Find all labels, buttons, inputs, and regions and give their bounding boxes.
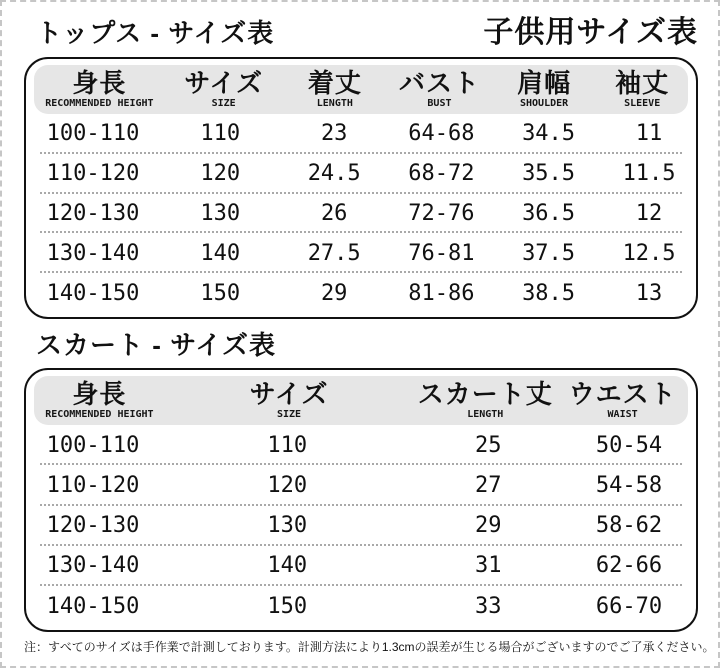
column-header	[165, 67, 283, 110]
column-header-sublabel: BUST	[427, 98, 452, 110]
column-header-sublabel: SLEEVE	[624, 98, 661, 110]
table-cell: 72-76	[408, 200, 475, 226]
column-header-sublabel: LENGTH	[316, 98, 353, 110]
column-header-sublabel: RECOMMENDED HEIGHT	[45, 98, 154, 110]
column-header-label: バスト	[398, 67, 480, 98]
table-cell: 150	[267, 593, 308, 619]
table-cell: 23	[320, 121, 348, 147]
table-cell: 130	[267, 513, 308, 539]
column-header	[413, 378, 557, 421]
table-cell: 66-70	[595, 593, 663, 619]
table-cell: 36.5	[522, 200, 576, 226]
table-cell: 110	[267, 432, 308, 458]
table-cell: 38.5	[522, 280, 576, 306]
column-header	[165, 378, 414, 421]
table-cell: 24.5	[307, 161, 361, 187]
table-cell: 130	[200, 200, 241, 226]
table-cell: 81-86	[408, 280, 475, 306]
table-cell: 120	[200, 161, 241, 187]
table-cell: 100-110	[46, 121, 140, 147]
table-cell: 11	[635, 121, 663, 147]
skirt-size-table	[24, 368, 698, 632]
column-header	[557, 378, 688, 421]
column-header	[34, 378, 165, 421]
table-cell: 50-54	[595, 432, 663, 458]
table-cell: 27.5	[307, 240, 361, 266]
table-cell: 110-120	[46, 161, 140, 187]
table-cell: 27	[475, 472, 502, 498]
column-header-label: 身長	[72, 378, 127, 409]
tops-section-title: トップス - サイズ表	[36, 17, 275, 48]
table-cell: 29	[320, 280, 348, 306]
column-header-sublabel: WAIST	[607, 409, 638, 421]
table-row	[26, 586, 696, 626]
table-cell: 130-140	[46, 240, 140, 266]
column-header-sublabel: SIZE	[277, 409, 302, 421]
column-header-sublabel: SHOULDER	[519, 98, 569, 110]
table-body	[26, 425, 696, 630]
table-cell: 35.5	[522, 161, 576, 187]
table-cell: 13	[635, 280, 663, 306]
table-cell: 33	[475, 593, 502, 619]
column-header-label: サイズ	[184, 67, 264, 98]
column-header	[34, 67, 165, 110]
column-header-sublabel: RECOMMENDED HEIGHT	[45, 409, 154, 421]
table-cell: 26	[320, 200, 348, 226]
column-header	[387, 67, 492, 110]
table-row	[26, 194, 696, 234]
table-cell: 12	[635, 200, 663, 226]
title-bar	[36, 16, 698, 49]
table-cell: 31	[475, 553, 502, 579]
table-cell: 110-120	[46, 472, 140, 498]
column-header-label: スカート丈	[417, 378, 553, 409]
table-header-band	[34, 65, 688, 114]
column-header-label: サイズ	[249, 378, 329, 409]
table-cell: 11.5	[622, 161, 676, 187]
tops-size-table	[24, 57, 698, 319]
table-cell: 140	[267, 553, 308, 579]
page-title: 子供用サイズ表	[483, 16, 698, 49]
table-cell: 150	[200, 280, 241, 306]
table-header-band	[34, 376, 688, 425]
table-row	[26, 273, 696, 313]
table-cell: 12.5	[622, 240, 676, 266]
table-cell: 58-62	[595, 513, 663, 539]
column-header	[283, 67, 388, 110]
table-row	[26, 114, 696, 154]
table-cell: 76-81	[408, 240, 475, 266]
column-header	[492, 67, 597, 110]
table-cell: 34.5	[522, 121, 576, 147]
table-cell: 68-72	[408, 161, 475, 187]
table-row	[26, 233, 696, 273]
table-cell: 130-140	[46, 553, 140, 579]
table-cell: 140	[200, 240, 241, 266]
table-cell: 120-130	[46, 513, 140, 539]
table-cell: 25	[475, 432, 502, 458]
table-row	[26, 154, 696, 194]
column-header	[596, 67, 688, 110]
column-header-label: 袖丈	[615, 67, 670, 98]
table-cell: 54-58	[595, 472, 663, 498]
table-cell: 29	[475, 513, 502, 539]
table-cell: 64-68	[408, 121, 475, 147]
table-cell: 140-150	[46, 280, 140, 306]
column-header-label: 身長	[72, 67, 127, 98]
table-cell: 120-130	[46, 200, 140, 226]
table-row	[26, 425, 696, 465]
table-cell: 140-150	[46, 593, 140, 619]
skirt-section-title: スカート - サイズ表	[36, 330, 277, 360]
column-header-label: 肩幅	[517, 67, 572, 98]
table-row	[26, 506, 696, 546]
column-header-label: ウエスト	[568, 378, 677, 409]
table-row	[26, 465, 696, 505]
column-header-sublabel: SIZE	[211, 98, 236, 110]
table-row	[26, 546, 696, 586]
table-cell: 37.5	[522, 240, 576, 266]
table-cell: 100-110	[46, 432, 140, 458]
table-cell: 120	[267, 472, 308, 498]
table-cell: 110	[200, 121, 241, 147]
column-header-label: 着丈	[307, 67, 362, 98]
column-header-sublabel: LENGTH	[467, 409, 504, 421]
measurement-note: 注：すべてのサイズは手作業で計測しております。計測方法により1.3cmの誤差が生じる場合がございますのでご了承ください。	[24, 640, 715, 655]
table-cell: 62-66	[595, 553, 663, 579]
table-body	[26, 114, 696, 317]
